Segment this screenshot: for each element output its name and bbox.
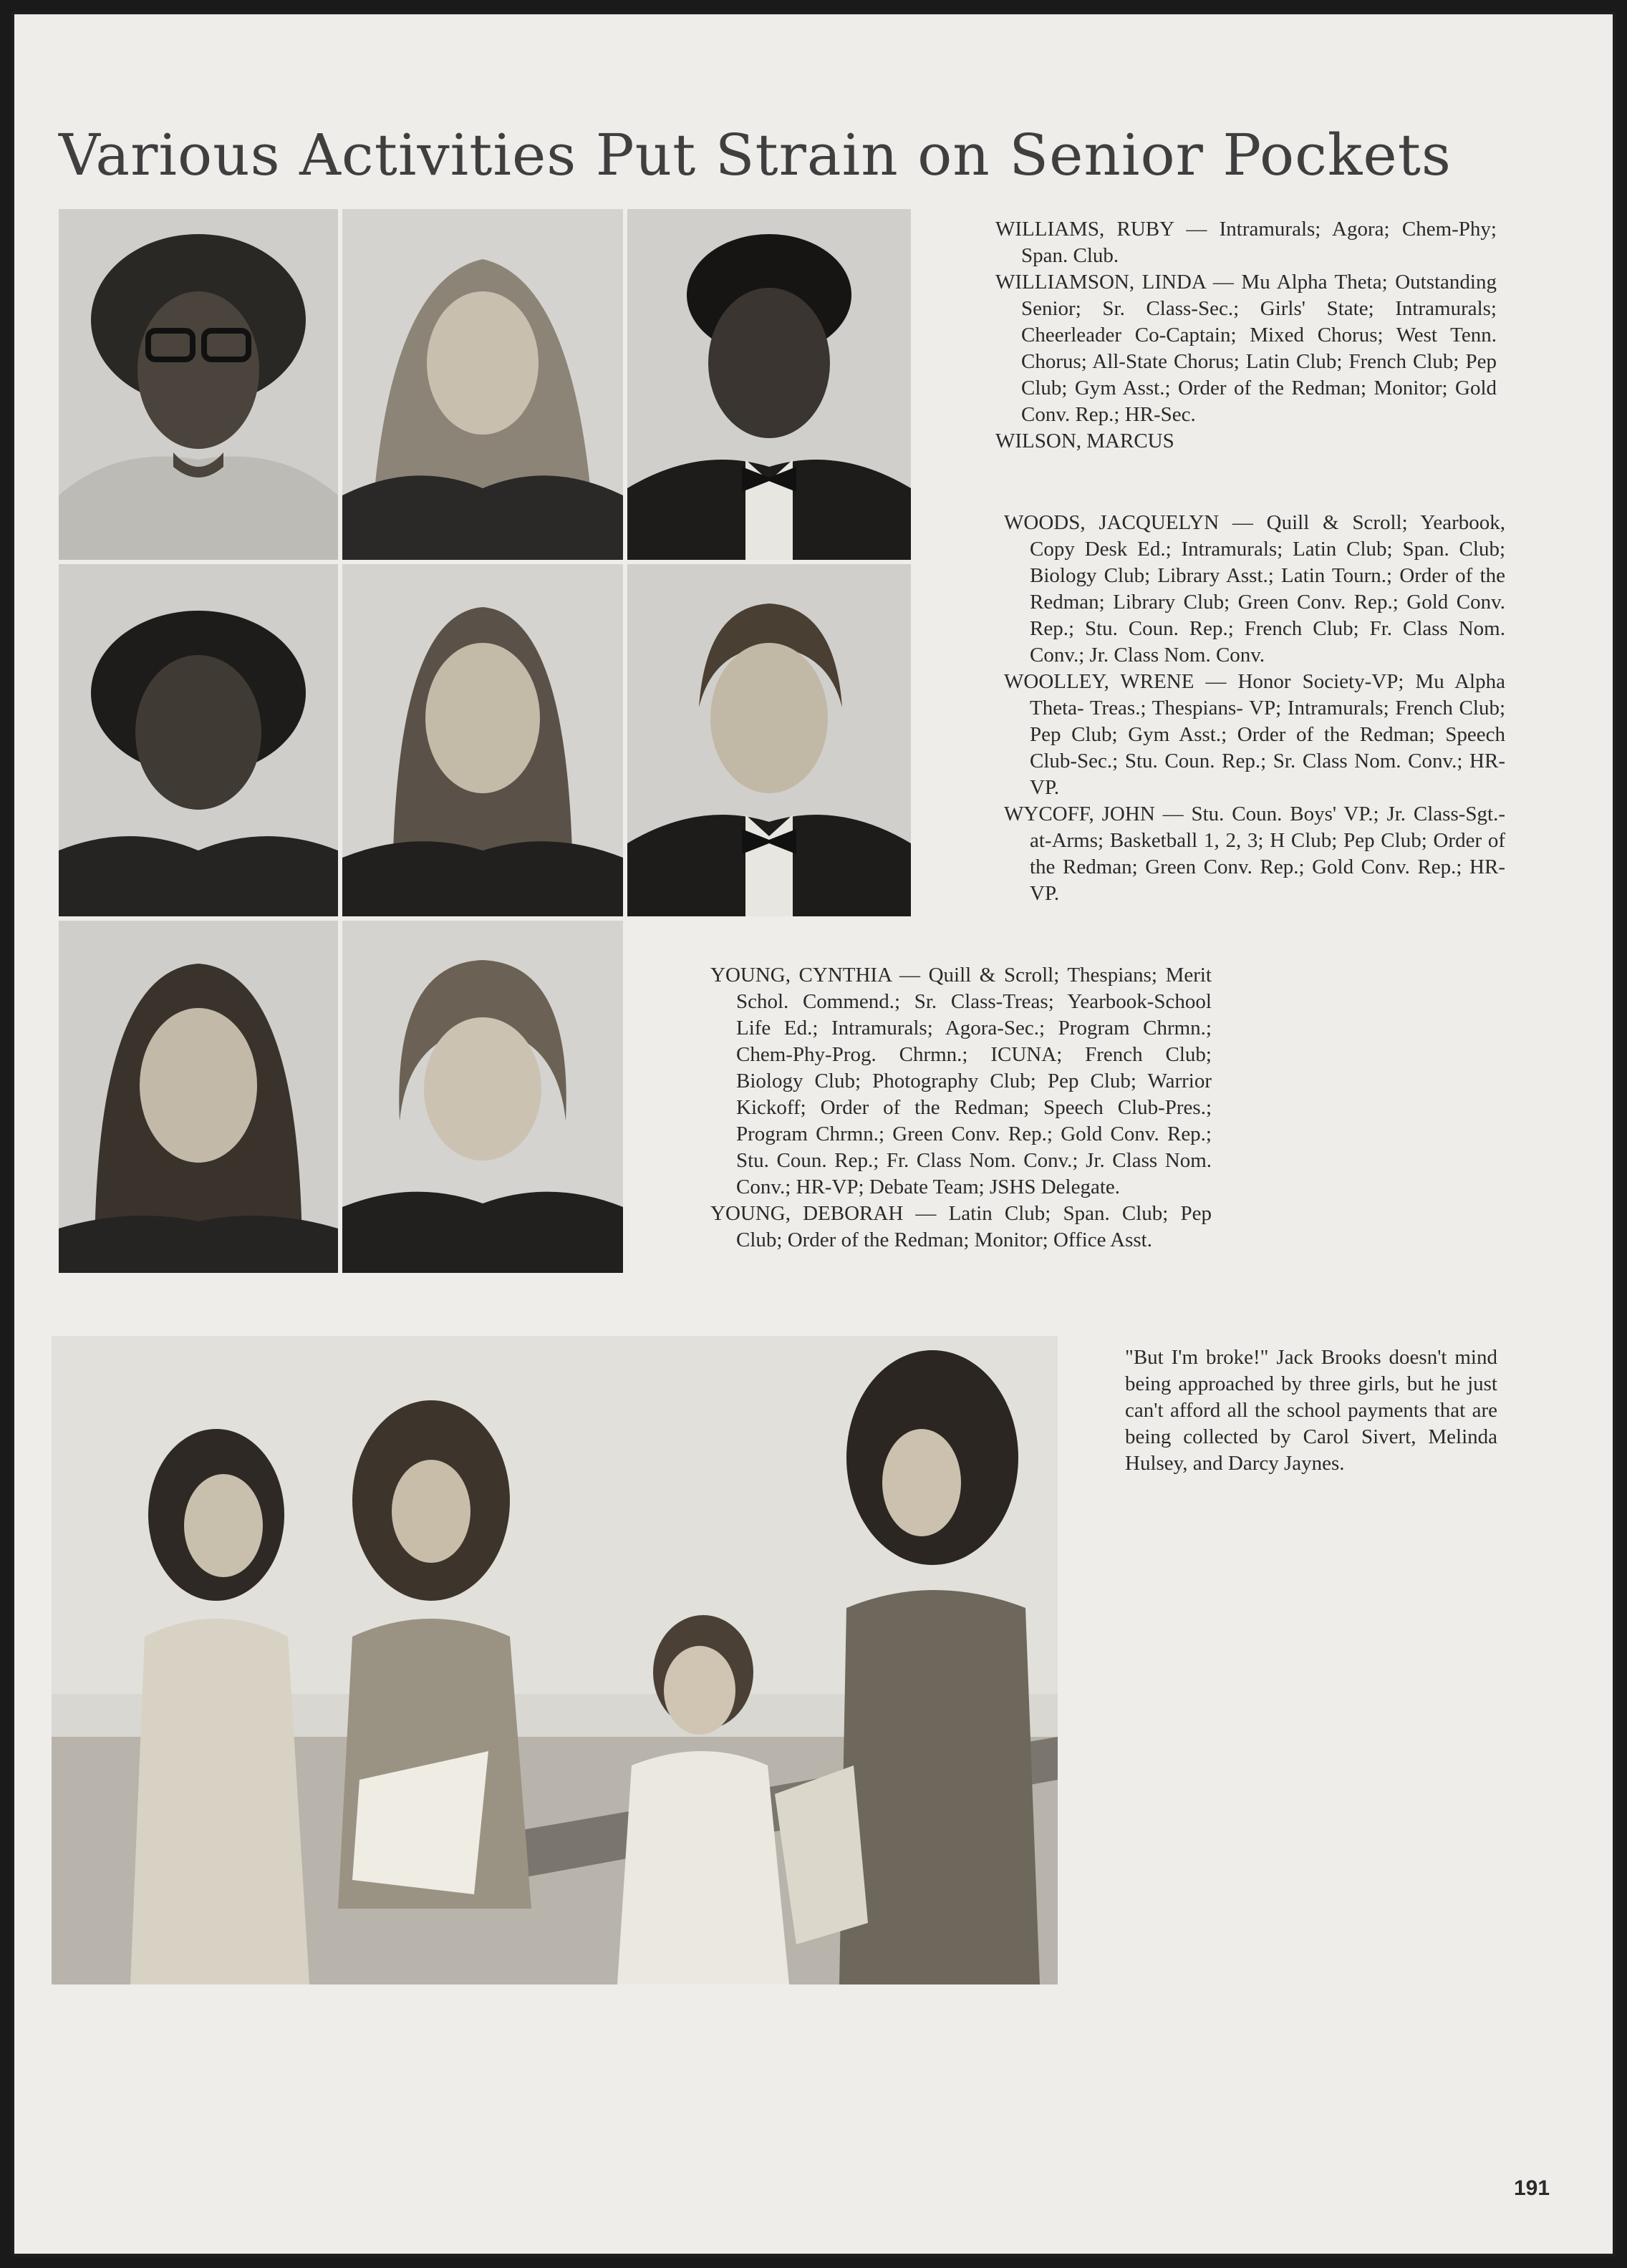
senior-entry: WILSON, MARCUS xyxy=(995,430,1174,452)
senior-entry: WOODS, JACQUELYN — Quill & Scroll; Yearbook, Copy Desk Ed.; Intramurals; Latin Club; Span. Club; Biology Club; Library Asst.; Latin Tourn.; Order of the Redman; Library Club; Green Conv. Rep.; Gold Conv. Rep.; Stu. Coun. Rep.; French Club; Fr. Class Nom. Conv.; Jr. Class Nom. Conv. xyxy=(1004,511,1505,667)
portrait-photo xyxy=(342,921,623,1273)
senior-entry: WOOLLEY, WRENE — Honor Society-VP; Mu Alpha Theta- Treas.; Thespians- VP; Intramurals; French Club; Pep Club; Gym Asst.; Order of the Redman; Speech Club-Sec.; Stu. Coun. Rep.; Sr. Class Nom. Conv.; HR-VP. xyxy=(1004,670,1505,799)
senior-listing-column xyxy=(995,216,1497,455)
page-number: 191 xyxy=(1514,2176,1550,2200)
senior-entry: WYCOFF, JOHN — Stu. Coun. Boys' VP.; Jr. Class-Sgt.-at-Arms; Basketball 1, 2, 3; H Club; Pep Club; Order of the Redman; Green Conv. Rep.; Gold Conv. Rep.; HR-VP. xyxy=(1004,803,1505,905)
senior-entry: WILLIAMS, RUBY — Intramurals; Agora; Chem-Phy; Span. Club. xyxy=(995,218,1497,267)
portrait-photo xyxy=(342,564,623,916)
portrait-photo xyxy=(342,209,623,560)
page-title: Various Activities Put Strain on Senior Pockets xyxy=(59,122,1452,188)
senior-entry: YOUNG, DEBORAH — Latin Club; Span. Club; Pep Club; Order of the Redman; Monitor; Office Asst. xyxy=(710,1202,1212,1251)
photo-caption: "But I'm broke!" Jack Brooks doesn't mind being approached by three girls, but he just can't afford all the school payments that are being collected by Carol Sivert, Melinda Hulsey, and Darcy Jaynes. xyxy=(1125,1346,1497,1475)
senior-listing-column xyxy=(710,962,1212,1254)
portrait-photo xyxy=(59,921,338,1273)
portrait-photo xyxy=(627,209,911,560)
portrait-photo xyxy=(627,564,911,916)
senior-listing-column xyxy=(1004,510,1505,907)
senior-entry: WILLIAMSON, LINDA — Mu Alpha Theta; Outstanding Senior; Sr. Class-Sec.; Girls' State; Intramurals; Cheerleader Co-Captain; Mixed Chorus; West Tenn. Chorus; All-State Chorus; Latin Club; French Club; Pep Club; Gym Asst.; Order of the Redman; Monitor; Gold Conv. Rep.; HR-Sec. xyxy=(995,271,1497,426)
candid-group-photo xyxy=(52,1336,1058,1984)
senior-entry: YOUNG, CYNTHIA — Quill & Scroll; Thespians; Merit Schol. Commend.; Sr. Class-Treas; Yearbook-School Life Ed.; Intramurals; Agora-Sec.; Program Chrmn.; Chem-Phy-Prog. Chrmn.; ICUNA; French Club; Biology Club; Photography Club; Pep Club; Warrior Kickoff; Order of the Redman; Speech Club-Pres.; Program Chrmn.; Green Conv. Rep.; Gold Conv. Rep.; Stu. Coun. Rep.; Fr. Class Nom. Conv.; Jr. Class Nom. Conv.; HR-VP; Debate Team; JSHS Delegate. xyxy=(710,964,1212,1198)
portrait-photo xyxy=(59,564,338,916)
yearbook-page xyxy=(11,11,1616,2257)
portrait-photo xyxy=(59,209,338,560)
